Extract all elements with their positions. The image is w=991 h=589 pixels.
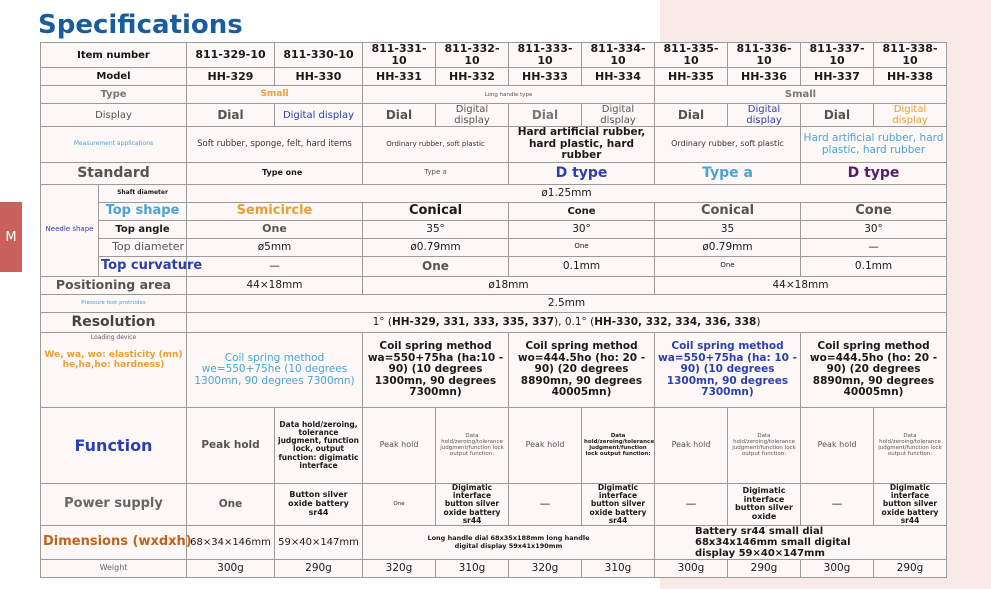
loading-label-cell bbox=[41, 332, 187, 407]
display-cell: Dial bbox=[655, 104, 728, 127]
function-cell: Peak hold bbox=[187, 407, 275, 483]
power-supply-cell: Button silver oxide battery sr44 bbox=[275, 483, 363, 525]
top-diameter-cell: ø5mm bbox=[187, 238, 363, 256]
weight-label: Weight bbox=[41, 560, 187, 578]
model-cell: HH-336 bbox=[728, 68, 801, 86]
row-loading bbox=[41, 332, 947, 407]
model-cell: HH-330 bbox=[275, 68, 363, 86]
resolution-suffix: ) bbox=[756, 315, 761, 328]
loading-note: We, wa, wo: elasticity (mn) he,ha,ho: hardness) bbox=[44, 350, 183, 371]
type-cell: Small bbox=[187, 86, 363, 104]
power-supply-cell: Digimatic interface button silver oxide battery sr44 bbox=[436, 483, 509, 525]
measurement-cell: Hard artificial rubber, hard plastic, hard rubber bbox=[509, 127, 655, 163]
item-number-cell: 811-334-10 bbox=[582, 43, 655, 68]
loading-cell: Coil spring method wo=444.5ho (ho: 20 - 90) (20 degrees 8890mn, 90 degrees 40005mn) bbox=[509, 332, 655, 407]
resolution-cell bbox=[187, 312, 947, 332]
pressure-foot-label: Pressure foot protrudes bbox=[41, 294, 187, 312]
measurement-cell: Hard artificial rubber, hard plastic, hard rubber bbox=[801, 127, 947, 163]
resolution-models-2: HH-330, 332, 334, 336, 338 bbox=[594, 315, 757, 328]
top-shape-cell: Cone bbox=[509, 202, 655, 220]
item-number-cell: 811-335-10 bbox=[655, 43, 728, 68]
function-cell: Peak hold bbox=[509, 407, 582, 483]
power-supply-cell: One bbox=[187, 483, 275, 525]
dimensions-cell: Long handle dial 68x35x188mm long handle digital display 59x41x190mm bbox=[363, 526, 655, 560]
row-item-number bbox=[41, 43, 947, 68]
weight-cell: 320g bbox=[363, 560, 436, 578]
weight-cell: 290g bbox=[874, 560, 947, 578]
function-cell: Data hold/zeroing/tolerance judgment/function lock output function: bbox=[728, 407, 801, 483]
top-curvature-cell: One bbox=[655, 256, 801, 276]
spec-table bbox=[40, 42, 947, 578]
row-measurement bbox=[41, 127, 947, 163]
top-shape-cell: Conical bbox=[655, 202, 801, 220]
needle-shape-label: Needle shape bbox=[41, 184, 99, 276]
model-label: Model bbox=[41, 68, 187, 86]
function-cell: Data hold/zeroing/tolerance judgment/function lock output function: bbox=[436, 407, 509, 483]
row-top-diameter bbox=[41, 238, 947, 256]
standard-cell: Type a bbox=[363, 162, 509, 184]
top-angle-cell: 35 bbox=[655, 220, 801, 238]
standard-cell: D type bbox=[801, 162, 947, 184]
row-model bbox=[41, 68, 947, 86]
standard-cell: Type one bbox=[187, 162, 363, 184]
row-type bbox=[41, 86, 947, 104]
top-shape-label: Top shape bbox=[99, 202, 187, 220]
weight-cell: 300g bbox=[187, 560, 275, 578]
shaft-label: Shaft diameter bbox=[99, 184, 187, 202]
model-cell: HH-338 bbox=[874, 68, 947, 86]
measurement-label: Measurement applications bbox=[41, 127, 187, 163]
display-cell: Dial bbox=[801, 104, 874, 127]
top-shape-cell: Cone bbox=[801, 202, 947, 220]
display-cell: Dial bbox=[509, 104, 582, 127]
top-angle-cell: 30° bbox=[801, 220, 947, 238]
loading-cell: Coil spring method we=550+75he (10 degrees 1300mn, 90 degrees 7300mn) bbox=[187, 332, 363, 407]
positioning-label: Positioning area bbox=[41, 276, 187, 294]
top-angle-cell: 30° bbox=[509, 220, 655, 238]
top-curvature-label: Top curvature bbox=[99, 256, 187, 276]
dimensions-cell: Battery sr44 small dial 68x34x146mm small digital display 59×40×147mm bbox=[655, 526, 947, 560]
power-supply-cell: Digimatic interface button silver oxide battery sr44 bbox=[874, 483, 947, 525]
shaft-value: ø1.25mm bbox=[187, 184, 947, 202]
item-number-cell: 811-333-10 bbox=[509, 43, 582, 68]
power-supply-cell: — bbox=[655, 483, 728, 525]
side-tab[interactable]: M bbox=[0, 202, 22, 272]
function-cell: Data hold/zeroing, tolerance judgment, function lock, output function: digimatic interface bbox=[275, 407, 363, 483]
measurement-cell: Soft rubber, sponge, felt, hard items bbox=[187, 127, 363, 163]
item-number-cell: 811-329-10 bbox=[187, 43, 275, 68]
resolution-mid: ), 0.1° ( bbox=[554, 315, 595, 328]
item-number-cell: 811-338-10 bbox=[874, 43, 947, 68]
row-weight bbox=[41, 560, 947, 578]
standard-cell: Type a bbox=[655, 162, 801, 184]
row-standard bbox=[41, 162, 947, 184]
page-title: Specifications bbox=[38, 10, 243, 40]
positioning-cell: ø18mm bbox=[363, 276, 655, 294]
power-supply-cell: One bbox=[363, 483, 436, 525]
type-cell: Small bbox=[655, 86, 947, 104]
power-supply-label: Power supply bbox=[41, 483, 187, 525]
top-diameter-cell: One bbox=[509, 238, 655, 256]
loading-cell: Coil spring method wo=444.5ho (ho: 20 - 90) (20 degrees 8890mn, 90 degrees 40005mn) bbox=[801, 332, 947, 407]
top-curvature-cell: One bbox=[363, 256, 509, 276]
display-cell: Dial bbox=[187, 104, 275, 127]
row-top-shape bbox=[41, 202, 947, 220]
power-supply-cell: — bbox=[509, 483, 582, 525]
display-cell: Digital display bbox=[874, 104, 947, 127]
row-display bbox=[41, 104, 947, 127]
weight-cell: 300g bbox=[801, 560, 874, 578]
resolution-label: Resolution bbox=[41, 312, 187, 332]
type-cell: Long handle type bbox=[363, 86, 655, 104]
function-cell: Data hold/zeroing/tolerance judgment/function lock output function: bbox=[874, 407, 947, 483]
top-diameter-cell: ø0.79mm bbox=[363, 238, 509, 256]
model-cell: HH-331 bbox=[363, 68, 436, 86]
row-top-angle bbox=[41, 220, 947, 238]
row-function bbox=[41, 407, 947, 483]
loading-cell: Coil spring method wa=550+75ha (ha: 10 - 90) (10 degrees 1300mn, 90 degrees 7300mn) bbox=[655, 332, 801, 407]
power-supply-cell: — bbox=[801, 483, 874, 525]
function-cell: Peak hold bbox=[801, 407, 874, 483]
top-angle-cell: 35° bbox=[363, 220, 509, 238]
top-diameter-label: Top diameter bbox=[99, 238, 187, 256]
top-curvature-cell: — bbox=[187, 256, 363, 276]
dimensions-label: Dimensions (wxdxh) bbox=[41, 526, 187, 560]
item-number-cell: 811-337-10 bbox=[801, 43, 874, 68]
model-cell: HH-333 bbox=[509, 68, 582, 86]
model-cell: HH-334 bbox=[582, 68, 655, 86]
dimensions-cell: 59×40×147mm bbox=[275, 526, 363, 560]
standard-label: Standard bbox=[41, 162, 187, 184]
weight-cell: 290g bbox=[275, 560, 363, 578]
weight-cell: 310g bbox=[582, 560, 655, 578]
display-cell: Digital display bbox=[582, 104, 655, 127]
item-number-cell: 811-331-10 bbox=[363, 43, 436, 68]
dimensions-cell: 68×34×146mm bbox=[187, 526, 275, 560]
loading-label: Loading device bbox=[90, 333, 137, 341]
power-supply-cell: Digimatic interface button silver oxide bbox=[728, 483, 801, 525]
display-label: Display bbox=[41, 104, 187, 127]
resolution-prefix: 1° ( bbox=[372, 315, 392, 328]
row-resolution bbox=[41, 312, 947, 332]
function-cell: Data hold/zeroing/tolerance judgment/function lock output function: bbox=[582, 407, 655, 483]
type-label: Type bbox=[41, 86, 187, 104]
item-number-cell: 811-336-10 bbox=[728, 43, 801, 68]
display-cell: Digital display bbox=[728, 104, 801, 127]
item-number-label: Item number bbox=[41, 43, 187, 68]
measurement-cell: Ordinary rubber, soft plastic bbox=[655, 127, 801, 163]
top-curvature-cell: 0.1mm bbox=[801, 256, 947, 276]
display-cell: Digital display bbox=[275, 104, 363, 127]
row-dimensions bbox=[41, 526, 947, 560]
item-number-cell: 811-330-10 bbox=[275, 43, 363, 68]
function-cell: Peak hold bbox=[655, 407, 728, 483]
top-shape-cell: Semicircle bbox=[187, 202, 363, 220]
top-diameter-cell: ø0.79mm bbox=[655, 238, 801, 256]
top-angle-cell: One bbox=[187, 220, 363, 238]
positioning-cell: 44×18mm bbox=[655, 276, 947, 294]
loading-cell: Coil spring method wa=550+75ha (ha:10 - 90) (10 degrees 1300mn, 90 degrees 7300mn) bbox=[363, 332, 509, 407]
weight-cell: 310g bbox=[436, 560, 509, 578]
row-power-supply bbox=[41, 483, 947, 525]
weight-cell: 290g bbox=[728, 560, 801, 578]
model-cell: HH-337 bbox=[801, 68, 874, 86]
pressure-foot-value: 2.5mm bbox=[187, 294, 947, 312]
weight-cell: 300g bbox=[655, 560, 728, 578]
model-cell: HH-329 bbox=[187, 68, 275, 86]
model-cell: HH-332 bbox=[436, 68, 509, 86]
power-supply-cell: Digimatic interface button silver oxide battery sr44 bbox=[582, 483, 655, 525]
positioning-cell: 44×18mm bbox=[187, 276, 363, 294]
row-positioning bbox=[41, 276, 947, 294]
top-shape-cell: Conical bbox=[363, 202, 509, 220]
resolution-models-1: HH-329, 331, 333, 335, 337 bbox=[391, 315, 555, 328]
model-cell: HH-335 bbox=[655, 68, 728, 86]
function-label: Function bbox=[41, 407, 187, 483]
top-diameter-cell: — bbox=[801, 238, 947, 256]
display-cell: Dial bbox=[363, 104, 436, 127]
weight-cell: 320g bbox=[509, 560, 582, 578]
row-pressure-foot bbox=[41, 294, 947, 312]
top-angle-label: Top angle bbox=[99, 220, 187, 238]
row-top-curvature bbox=[41, 256, 947, 276]
measurement-cell: Ordinary rubber, soft plastic bbox=[363, 127, 509, 163]
row-shaft bbox=[41, 184, 947, 202]
display-cell: Digital display bbox=[436, 104, 509, 127]
item-number-cell: 811-332-10 bbox=[436, 43, 509, 68]
standard-cell: D type bbox=[509, 162, 655, 184]
top-curvature-cell: 0.1mm bbox=[509, 256, 655, 276]
function-cell: Peak hold bbox=[363, 407, 436, 483]
